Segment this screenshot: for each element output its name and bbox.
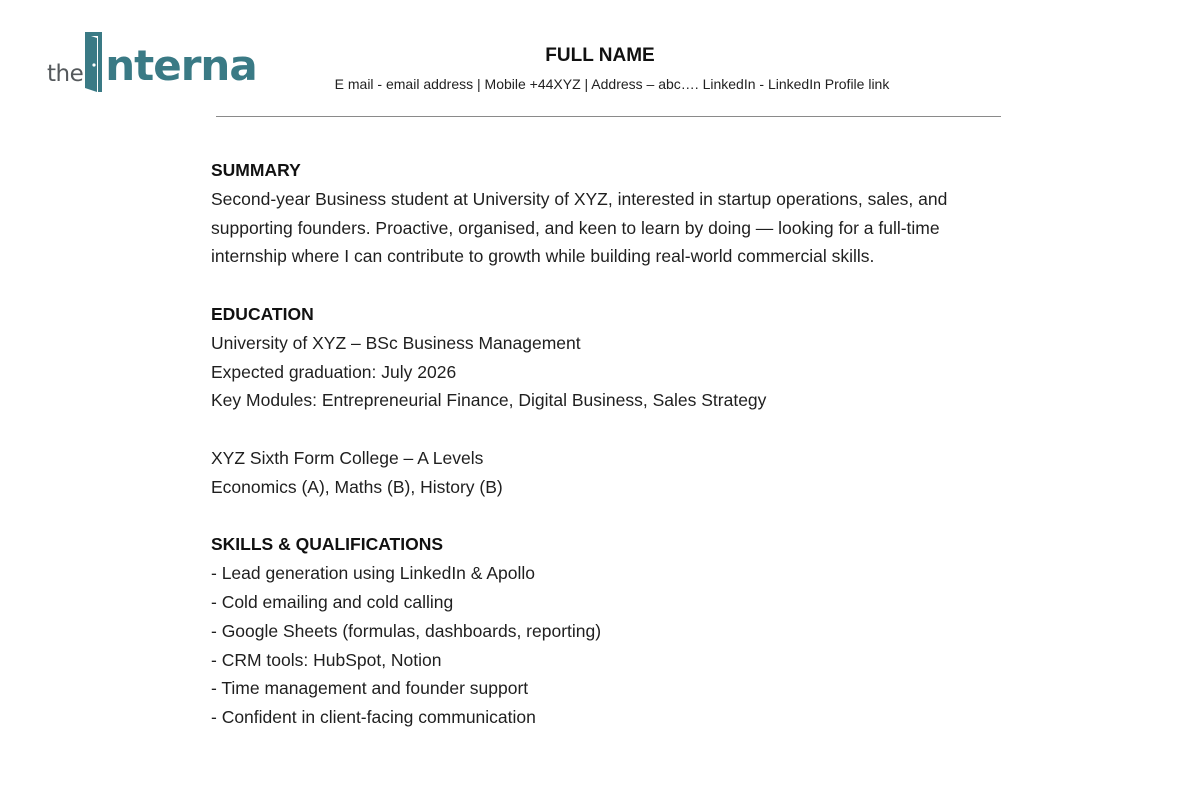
spacer: [211, 502, 1001, 531]
graduation-date: Expected graduation: July 2026: [211, 361, 457, 382]
summary-text: Second-year Business student at University of XYZ, interested in startup operations, sales, and supporting founders. Proactive, organised, and keen to learn by doing — looking for a full-time internship where I can contribute to growth while building real-world commercial skills.: [211, 188, 948, 267]
college-name: XYZ Sixth Form College – A Levels: [211, 447, 484, 468]
header-divider: [216, 116, 1001, 117]
skills-title: SKILLS & QUALIFICATIONS: [211, 534, 444, 555]
logo-prefix: the: [47, 61, 84, 87]
spacer: [211, 271, 1001, 300]
education-section: [211, 300, 1001, 502]
skill-item: - Cold emailing and cold calling: [211, 591, 454, 612]
college-grades: Economics (A), Maths (B), History (B): [211, 476, 503, 497]
contact-line: E mail - email address | Mobile +44XYZ | Address – abc…. LinkedIn - LinkedIn Profile link: [334, 76, 890, 92]
summary-title: SUMMARY: [211, 160, 301, 180]
key-modules: Key Modules: Entrepreneurial Finance, Digital Business, Sales Strategy: [211, 390, 767, 411]
logo-wordmark: nterna: [105, 41, 257, 90]
resume-body: [211, 156, 1001, 732]
summary-section: [211, 156, 1001, 271]
spacer: [211, 415, 1001, 444]
skill-item: - Google Sheets (formulas, dashboards, reporting): [211, 620, 602, 641]
skill-item: - Time management and founder support: [211, 678, 529, 699]
university-name: University of XYZ – BSc Business Management: [211, 332, 581, 353]
skill-item: - Confident in client-facing communication: [211, 707, 536, 728]
skills-section: [211, 530, 1001, 732]
full-name-heading: FULL NAME: [545, 45, 655, 66]
skill-item: - CRM tools: HubSpot, Notion: [211, 649, 442, 670]
skill-item: - Lead generation using LinkedIn & Apollo: [211, 563, 535, 584]
education-title: EDUCATION: [211, 303, 314, 324]
